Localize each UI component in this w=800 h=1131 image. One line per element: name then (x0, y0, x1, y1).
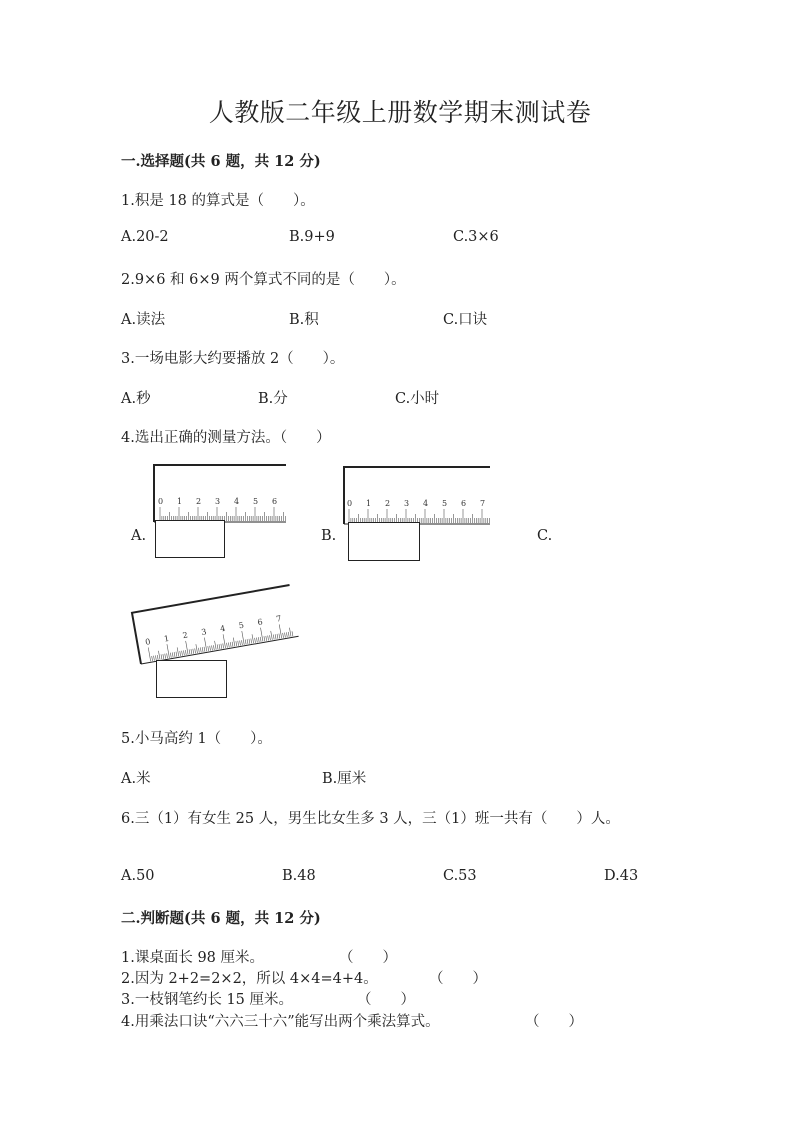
page-title: 人教版二年级上册数学期末测试卷 (208, 98, 592, 127)
ruler-tick (241, 640, 242, 645)
ruler-tick (286, 632, 287, 637)
judge-item-4-paren: （ ） (525, 1014, 583, 1030)
ruler-tick (256, 638, 257, 643)
ruler-tick (219, 644, 220, 649)
ruler-c-number: 1 (163, 633, 170, 644)
ruler-tick (204, 647, 205, 652)
judge-item-2-paren: （ ） (429, 971, 487, 987)
ruler-tick (230, 642, 231, 647)
ruler-tick (174, 652, 175, 657)
ruler-b-number: 3 (404, 499, 410, 508)
question-6: 6.三（1）有女生 25 人，男生比女生多 3 人，三（1）班一共有（ ）人。 (121, 811, 620, 827)
ruler-tick (271, 631, 273, 640)
ruler-a-number: 3 (215, 497, 221, 506)
ruler-a-number: 6 (272, 497, 278, 506)
ruler-tick (227, 643, 228, 648)
judge-item-1: 1.课桌面长 98 厘米。 (121, 950, 265, 966)
ruler-tick (195, 648, 196, 653)
ruler-tick (167, 653, 168, 658)
question-5-option-b: B.厘米 (322, 771, 367, 787)
ruler-b-number: 0 (347, 499, 353, 508)
ruler-tick (189, 649, 190, 654)
question-4-option-c: C. (537, 528, 553, 544)
ruler-tick (273, 635, 274, 640)
ruler-tick (283, 633, 284, 638)
ruler-tick (154, 656, 155, 661)
ruler-option-a (150, 464, 288, 524)
ruler-b-number: 2 (385, 499, 391, 508)
ruler-b-number: 7 (480, 499, 486, 508)
ruler-tick (212, 645, 213, 650)
question-5: 5.小马高约 1（ ）。 (121, 731, 272, 747)
ruler-tick (148, 647, 150, 661)
ruler-tick (245, 640, 246, 645)
question-2-option-c: C.口诀 (443, 312, 488, 328)
ruler-tick (185, 650, 186, 655)
question-2-option-b: B.积 (289, 312, 319, 328)
ruler-tick (165, 654, 166, 659)
judge-item-4: 4.用乘法口诀“六六三十六”能写出两个乘法算式。 (121, 1014, 440, 1030)
ruler-tick (208, 646, 209, 651)
ruler-tick (202, 647, 203, 652)
ruler-tick (252, 634, 254, 643)
ruler-tick (260, 637, 261, 642)
ruler-c-number: 2 (181, 630, 189, 641)
ruler-tick (183, 650, 184, 655)
measured-box-b (348, 522, 420, 561)
question-1-option-b: B.9+9 (289, 229, 335, 245)
ruler-tick (193, 649, 194, 654)
ruler-tick (238, 641, 239, 646)
ruler-c-number: 5 (238, 620, 245, 631)
ruler-tick (176, 652, 177, 657)
ruler-a-number: 2 (196, 497, 202, 506)
ruler-tick (236, 641, 237, 646)
question-2: 2.9×6 和 6×9 两个算式不同的是（ ）。 (121, 272, 406, 288)
ruler-tick (196, 644, 198, 653)
ruler-tick (182, 651, 183, 656)
ruler-b-number: 4 (423, 499, 429, 508)
ruler-tick (292, 631, 293, 636)
ruler-c-number: 0 (144, 637, 152, 647)
question-3: 3.一场电影大约要播放 2（ ）。 (121, 351, 345, 367)
ruler-b-number: 1 (366, 499, 372, 508)
ruler-tick (255, 638, 256, 643)
ruler-tick (152, 656, 153, 661)
question-4-option-b: B. (321, 528, 337, 544)
ruler-b-number: 5 (442, 499, 448, 508)
ruler-tick (249, 639, 250, 644)
ruler-tick (270, 635, 271, 640)
ruler-tick (266, 636, 267, 641)
ruler-tick (177, 647, 179, 656)
ruler-tick (228, 642, 229, 647)
ruler-option-b (340, 466, 492, 526)
ruler-tick (232, 642, 233, 647)
ruler-tick (268, 636, 269, 641)
ruler-c-number: 3 (200, 627, 208, 637)
ruler-tick (215, 641, 217, 650)
question-3-option-a: A.秒 (121, 391, 151, 407)
ruler-tick (163, 654, 164, 659)
ruler-a-number: 0 (158, 497, 164, 506)
ruler-tick (264, 636, 265, 641)
judge-item-1-paren: （ ） (339, 950, 397, 966)
section-1-heading: 一.选择题(共 6 题，共 12 分) (121, 153, 321, 170)
judge-item-3: 3.一枝钢笔约长 15 厘米。 (121, 992, 294, 1008)
question-3-option-c: C.小时 (395, 391, 440, 407)
ruler-tick (217, 644, 218, 649)
ruler-tick (247, 639, 248, 644)
question-5-option-a: A.米 (121, 771, 151, 787)
ruler-c-number: 7 (275, 614, 283, 624)
question-6-option-a: A.50 (121, 868, 155, 884)
ruler-tick (251, 639, 252, 644)
question-1-option-c: C.3×6 (453, 229, 499, 245)
ruler-tick (200, 647, 201, 652)
ruler-a-number: 1 (177, 497, 183, 506)
ruler-tick (223, 643, 224, 648)
question-3-option-b: B.分 (258, 391, 288, 407)
ruler-tick (172, 652, 173, 657)
ruler-a-number: 4 (234, 497, 240, 506)
ruler-tick (288, 632, 289, 637)
question-2-option-a: A.读法 (121, 312, 166, 328)
ruler-tick (198, 648, 199, 653)
ruler-tick (158, 651, 160, 660)
ruler-tick (161, 654, 162, 659)
ruler-tick (275, 634, 276, 639)
section-2-heading: 二.判断题(共 6 题，共 12 分) (121, 910, 321, 927)
ruler-tick (191, 649, 192, 654)
ruler-tick (170, 653, 171, 658)
measured-box-c (156, 660, 227, 698)
ruler-tick (240, 641, 241, 646)
judge-item-3-paren: （ ） (357, 992, 415, 1008)
measured-box-a (155, 520, 225, 558)
ruler-a-number: 5 (253, 497, 259, 506)
ruler-tick (258, 637, 259, 642)
ruler-tick (277, 634, 278, 639)
question-1: 1.积是 18 的算式是（ ）。 (121, 193, 315, 209)
question-6-option-c: C.53 (443, 868, 477, 884)
question-6-option-d: D.43 (604, 868, 639, 884)
ruler-tick (221, 644, 222, 649)
ruler-c-number: 4 (219, 623, 226, 634)
ruler-tick (285, 633, 286, 638)
question-4: 4.选出正确的测量方法。（ ） (121, 430, 331, 446)
question-6-option-b: B.48 (282, 868, 316, 884)
ruler-b-number: 6 (461, 499, 467, 508)
ruler-c-number: 6 (256, 617, 264, 628)
ruler-tick (210, 646, 211, 651)
question-4-option-a: A. (131, 528, 147, 544)
ruler-tick (213, 645, 214, 650)
ruler-tick (180, 651, 181, 656)
question-1-option-a: A.20-2 (121, 229, 169, 245)
ruler-tick (233, 638, 235, 647)
ruler-tick (289, 628, 291, 637)
ruler-tick (279, 634, 280, 639)
judge-item-2: 2.因为 2+2=2×2，所以 4×4=4+4。 (121, 971, 378, 987)
